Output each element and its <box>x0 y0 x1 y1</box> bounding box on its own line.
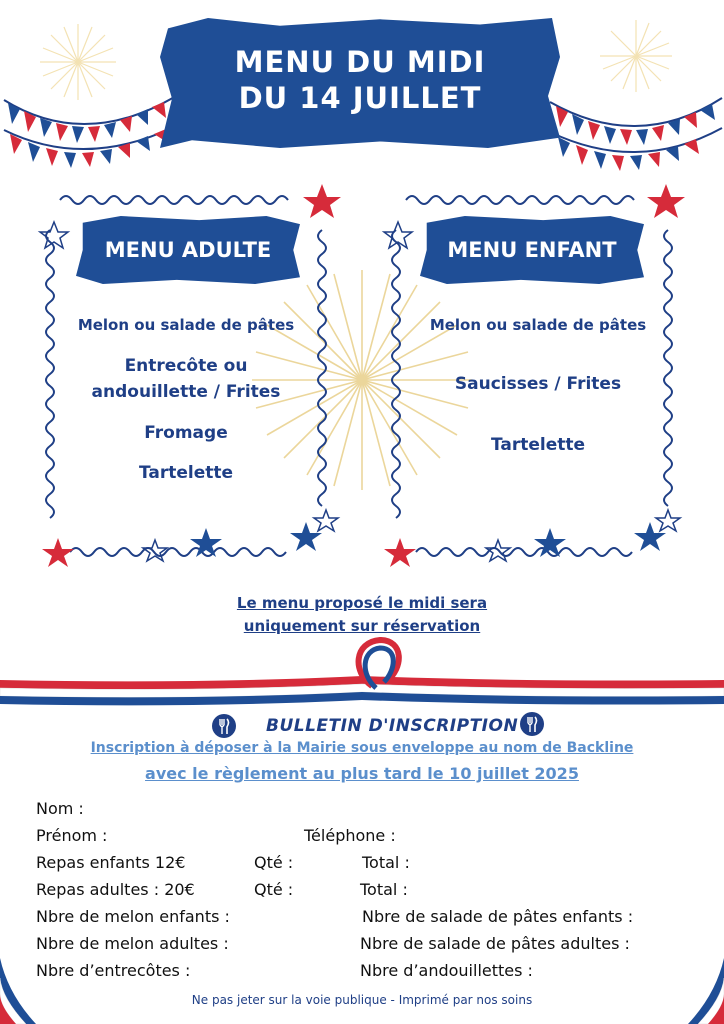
menu-adulte-heading: MENU ADULTE <box>104 238 272 262</box>
form-melon-enfants: Nbre de melon enfants : <box>36 907 230 926</box>
form-entrecotes: Nbre d’entrecôtes : <box>36 961 191 980</box>
form-salade-enfants: Nbre de salade de pâtes enfants : <box>362 907 634 926</box>
menu-enfant-item-1: Melon ou salade de pâtes <box>429 316 647 334</box>
cutlery-icon <box>212 714 236 738</box>
instructions-line-1: Inscription à déposer à la Mairie sous enveloppe au nom de Backline <box>90 740 634 756</box>
form-qte-enfants: Qté : <box>254 853 294 872</box>
menu-enfant-item-3: Tartelette <box>490 435 586 455</box>
menu-adulte-item-1: Melon ou salade de pâtes <box>77 316 295 334</box>
corner-ribbon-right <box>664 954 724 1024</box>
form-prenom: Prénom : <box>36 826 108 845</box>
reservation-note <box>150 592 574 638</box>
menu-enfant-item-2: Saucisses / Frites <box>454 374 622 394</box>
reservation-line-1: Le menu proposé le midi sera <box>236 594 488 612</box>
instructions-line-2: avec le règlement au plus tard le 10 juillet 2025 <box>145 764 579 783</box>
bulletin-title: BULLETIN D'INSCRIPTION <box>266 716 519 736</box>
menu-adulte-item-2: Entrecôte ou andouillette / Frites <box>91 356 281 402</box>
form-total-enfants: Total : <box>362 853 410 872</box>
form-repas-adultes: Repas adultes : 20€ <box>36 880 195 899</box>
form-andouillettes: Nbre d’andouillettes : <box>360 961 533 980</box>
tricolor-ribbon <box>0 636 724 716</box>
form-qte-adultes: Qté : <box>254 880 294 899</box>
corner-ribbon-left <box>0 954 60 1024</box>
menu-enfant-heading: MENU ENFANT <box>447 238 617 262</box>
menu-adulte-item-4: Tartelette <box>138 463 234 483</box>
form-nom: Nom : <box>36 799 84 818</box>
form-repas-enfants: Repas enfants 12€ <box>36 853 186 872</box>
reservation-line-2: uniquement sur réservation <box>243 617 481 635</box>
footer-note: Ne pas jeter sur la voie publique - Imprimé par nos soins <box>191 993 533 1007</box>
form-total-adultes: Total : <box>360 880 408 899</box>
form-salade-adultes: Nbre de salade de pâtes adultes : <box>360 934 630 953</box>
form-melon-adultes: Nbre de melon adultes : <box>36 934 229 953</box>
menu-adulte-item-3: Fromage <box>144 423 228 443</box>
cutlery-icon <box>520 712 544 736</box>
page-title: MENU DU MIDI DU 14 JUILLET <box>234 45 486 115</box>
form-telephone: Téléphone : <box>304 826 396 845</box>
